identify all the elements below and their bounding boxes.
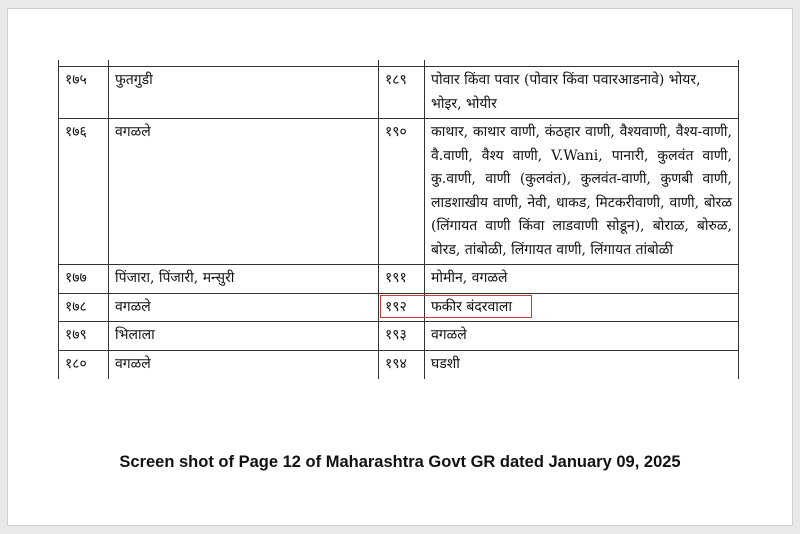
serial-number: १७८: [59, 293, 109, 322]
caste-list-table: [58, 60, 739, 379]
caste-name: पोवार किंवा पवार (पोवार किंवा पवारआडनावे) भोयर, भोइर, भोयीर: [425, 67, 739, 119]
serial-number: १८९: [379, 67, 425, 119]
caste-name: वगळले: [109, 293, 379, 322]
caste-name: मोमीन, वगळले: [425, 265, 739, 294]
serial-number: १७५: [59, 67, 109, 119]
table-row: [59, 265, 739, 294]
serial-number: १९०: [379, 119, 425, 265]
caste-name: फुतगुडी: [109, 67, 379, 119]
caste-name: वगळले: [425, 322, 739, 351]
caste-name: वगळले: [109, 119, 379, 265]
serial-number: १७९: [59, 322, 109, 351]
serial-number: १७६: [59, 119, 109, 265]
table-row: [59, 119, 739, 265]
serial-number: १८०: [59, 350, 109, 379]
caste-name: पिंजारा, पिंजारी, मन्सुरी: [109, 265, 379, 294]
caste-name: फकीर बंदरवाला: [425, 293, 739, 322]
serial-number: १९१: [379, 265, 425, 294]
caste-name: घडशी: [425, 350, 739, 379]
caste-name: भिलाला: [109, 322, 379, 351]
table-row: [59, 67, 739, 119]
caste-name: काथार, काथार वाणी, कंठहार वाणी, वैश्यवाणी, वैश्य-वाणी, वै.वाणी, वैश्य वाणी, V.Wani, पानारी, कुलवंत वाणी, कु.वाणी, वाणी (कुलवंत), कुलवंत-वाणी, कुणबी वाणी, लाडशाखीय वाणी, नेवी, धाकड, मिटकरीवाणी, वाणी, बोरळ (लिंगायत वाणी किंवा लाडवाणी सोडून), बोराळ, बोरुळ, बोरड, तांबोळी, लिंगायत वाणी, लिंगायत तांबोळी: [425, 119, 739, 265]
highlight-box: [380, 295, 532, 318]
serial-number: १७७: [59, 265, 109, 294]
table-row: [59, 350, 739, 379]
table-row: [59, 322, 739, 351]
caste-name: वगळले: [109, 350, 379, 379]
serial-number: १९४: [379, 350, 425, 379]
serial-number: १९३: [379, 322, 425, 351]
caption: Screen shot of Page 12 of Maharashtra Govt GR dated January 09, 2025: [119, 453, 681, 471]
serial-number: १९२: [379, 293, 425, 322]
